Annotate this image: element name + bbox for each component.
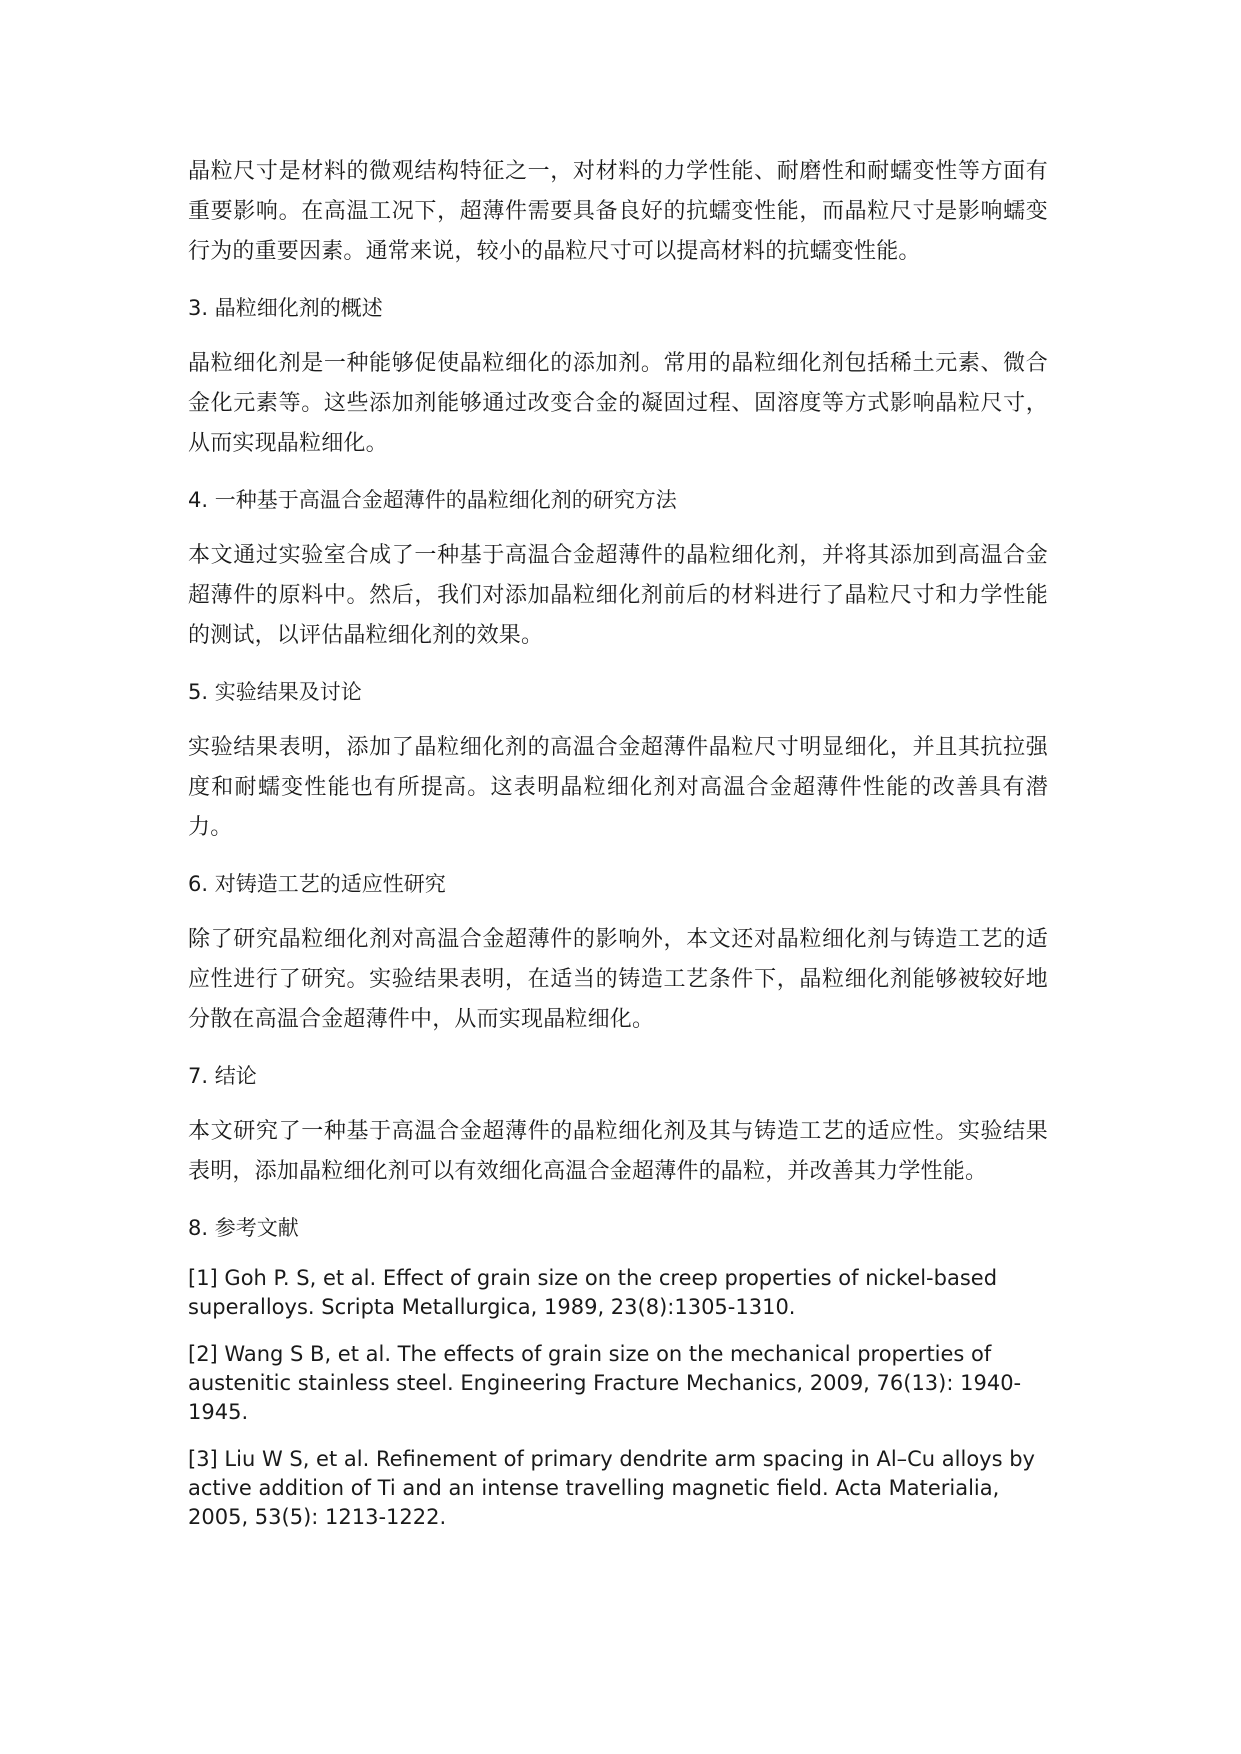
section-heading-5: 5. 实验结果及讨论 xyxy=(188,680,362,704)
paragraph-research-method: 本文通过实验室合成了一种基于高温合金超薄件的晶粒细化剂，并将其添加到高温合金超薄件的原料中。然后，我们对添加晶粒细化剂前后的材料进行了晶粒尺寸和力学性能的测试，以评估晶粒细化剂的效果。 xyxy=(188,543,1048,648)
paragraph-casting-adaptability: 除了研究晶粒细化剂对高温合金超薄件的影响外，本文还对晶粒细化剂与铸造工艺的适应性进行了研究。实验结果表明，在适当的铸造工艺条件下，晶粒细化剂能够被较好地分散在高温合金超薄件中，从而实现晶粒细化。 xyxy=(188,927,1048,1032)
reference-item-1: [1] Goh P. S, et al. Effect of grain size on the creep properties of nickel-based superalloys. Scripta Metallurgica, 1989, 23(8):1305-1310. xyxy=(188,1266,998,1319)
section-heading-3: 3. 晶粒细化剂的概述 xyxy=(188,296,383,320)
section-heading-7: 7. 结论 xyxy=(188,1064,257,1088)
section-heading-4: 4. 一种基于高温合金超薄件的晶粒细化剂的研究方法 xyxy=(188,488,677,512)
reference-item-2: [2] Wang S B, et al. The effects of grain size on the mechanical properties of austenitic stainless steel. Engineering Fracture Mechanics, 2009, 76(13): 1940-1945. xyxy=(188,1342,1022,1424)
paragraph-conclusion: 本文研究了一种基于高温合金超薄件的晶粒细化剂及其与铸造工艺的适应性。实验结果表明，添加晶粒细化剂可以有效细化高温合金超薄件的晶粒，并改善其力学性能。 xyxy=(188,1119,1048,1184)
paragraph-results-discussion: 实验结果表明，添加了晶粒细化剂的高温合金超薄件晶粒尺寸明显细化，并且其抗拉强度和耐蠕变性能也有所提高。这表明晶粒细化剂对高温合金超薄件性能的改善具有潜力。 xyxy=(188,735,1048,840)
document-page xyxy=(188,152,1048,1550)
reference-item-3: [3] Liu W S, et al. Refinement of primary dendrite arm spacing in Al–Cu alloys by active addition of Ti and an intense travelling magnetic field. Acta Materialia, 2005, 53(5): 1213-1222. xyxy=(188,1447,1035,1529)
reference-list xyxy=(188,1264,1048,1532)
paragraph-grain-size-intro: 晶粒尺寸是材料的微观结构特征之一，对材料的力学性能、耐磨性和耐蠕变性等方面有重要影响。在高温工况下，超薄件需要具备良好的抗蠕变性能，而晶粒尺寸是影响蠕变行为的重要因素。通常来说，较小的晶粒尺寸可以提高材料的抗蠕变性能。 xyxy=(188,159,1048,264)
paragraph-refiner-overview: 晶粒细化剂是一种能够促使晶粒细化的添加剂。常用的晶粒细化剂包括稀土元素、微合金化元素等。这些添加剂能够通过改变合金的凝固过程、固溶度等方式影响晶粒尺寸，从而实现晶粒细化。 xyxy=(188,351,1048,456)
section-heading-6: 6. 对铸造工艺的适应性研究 xyxy=(188,872,446,896)
section-heading-8: 8. 参考文献 xyxy=(188,1216,299,1240)
